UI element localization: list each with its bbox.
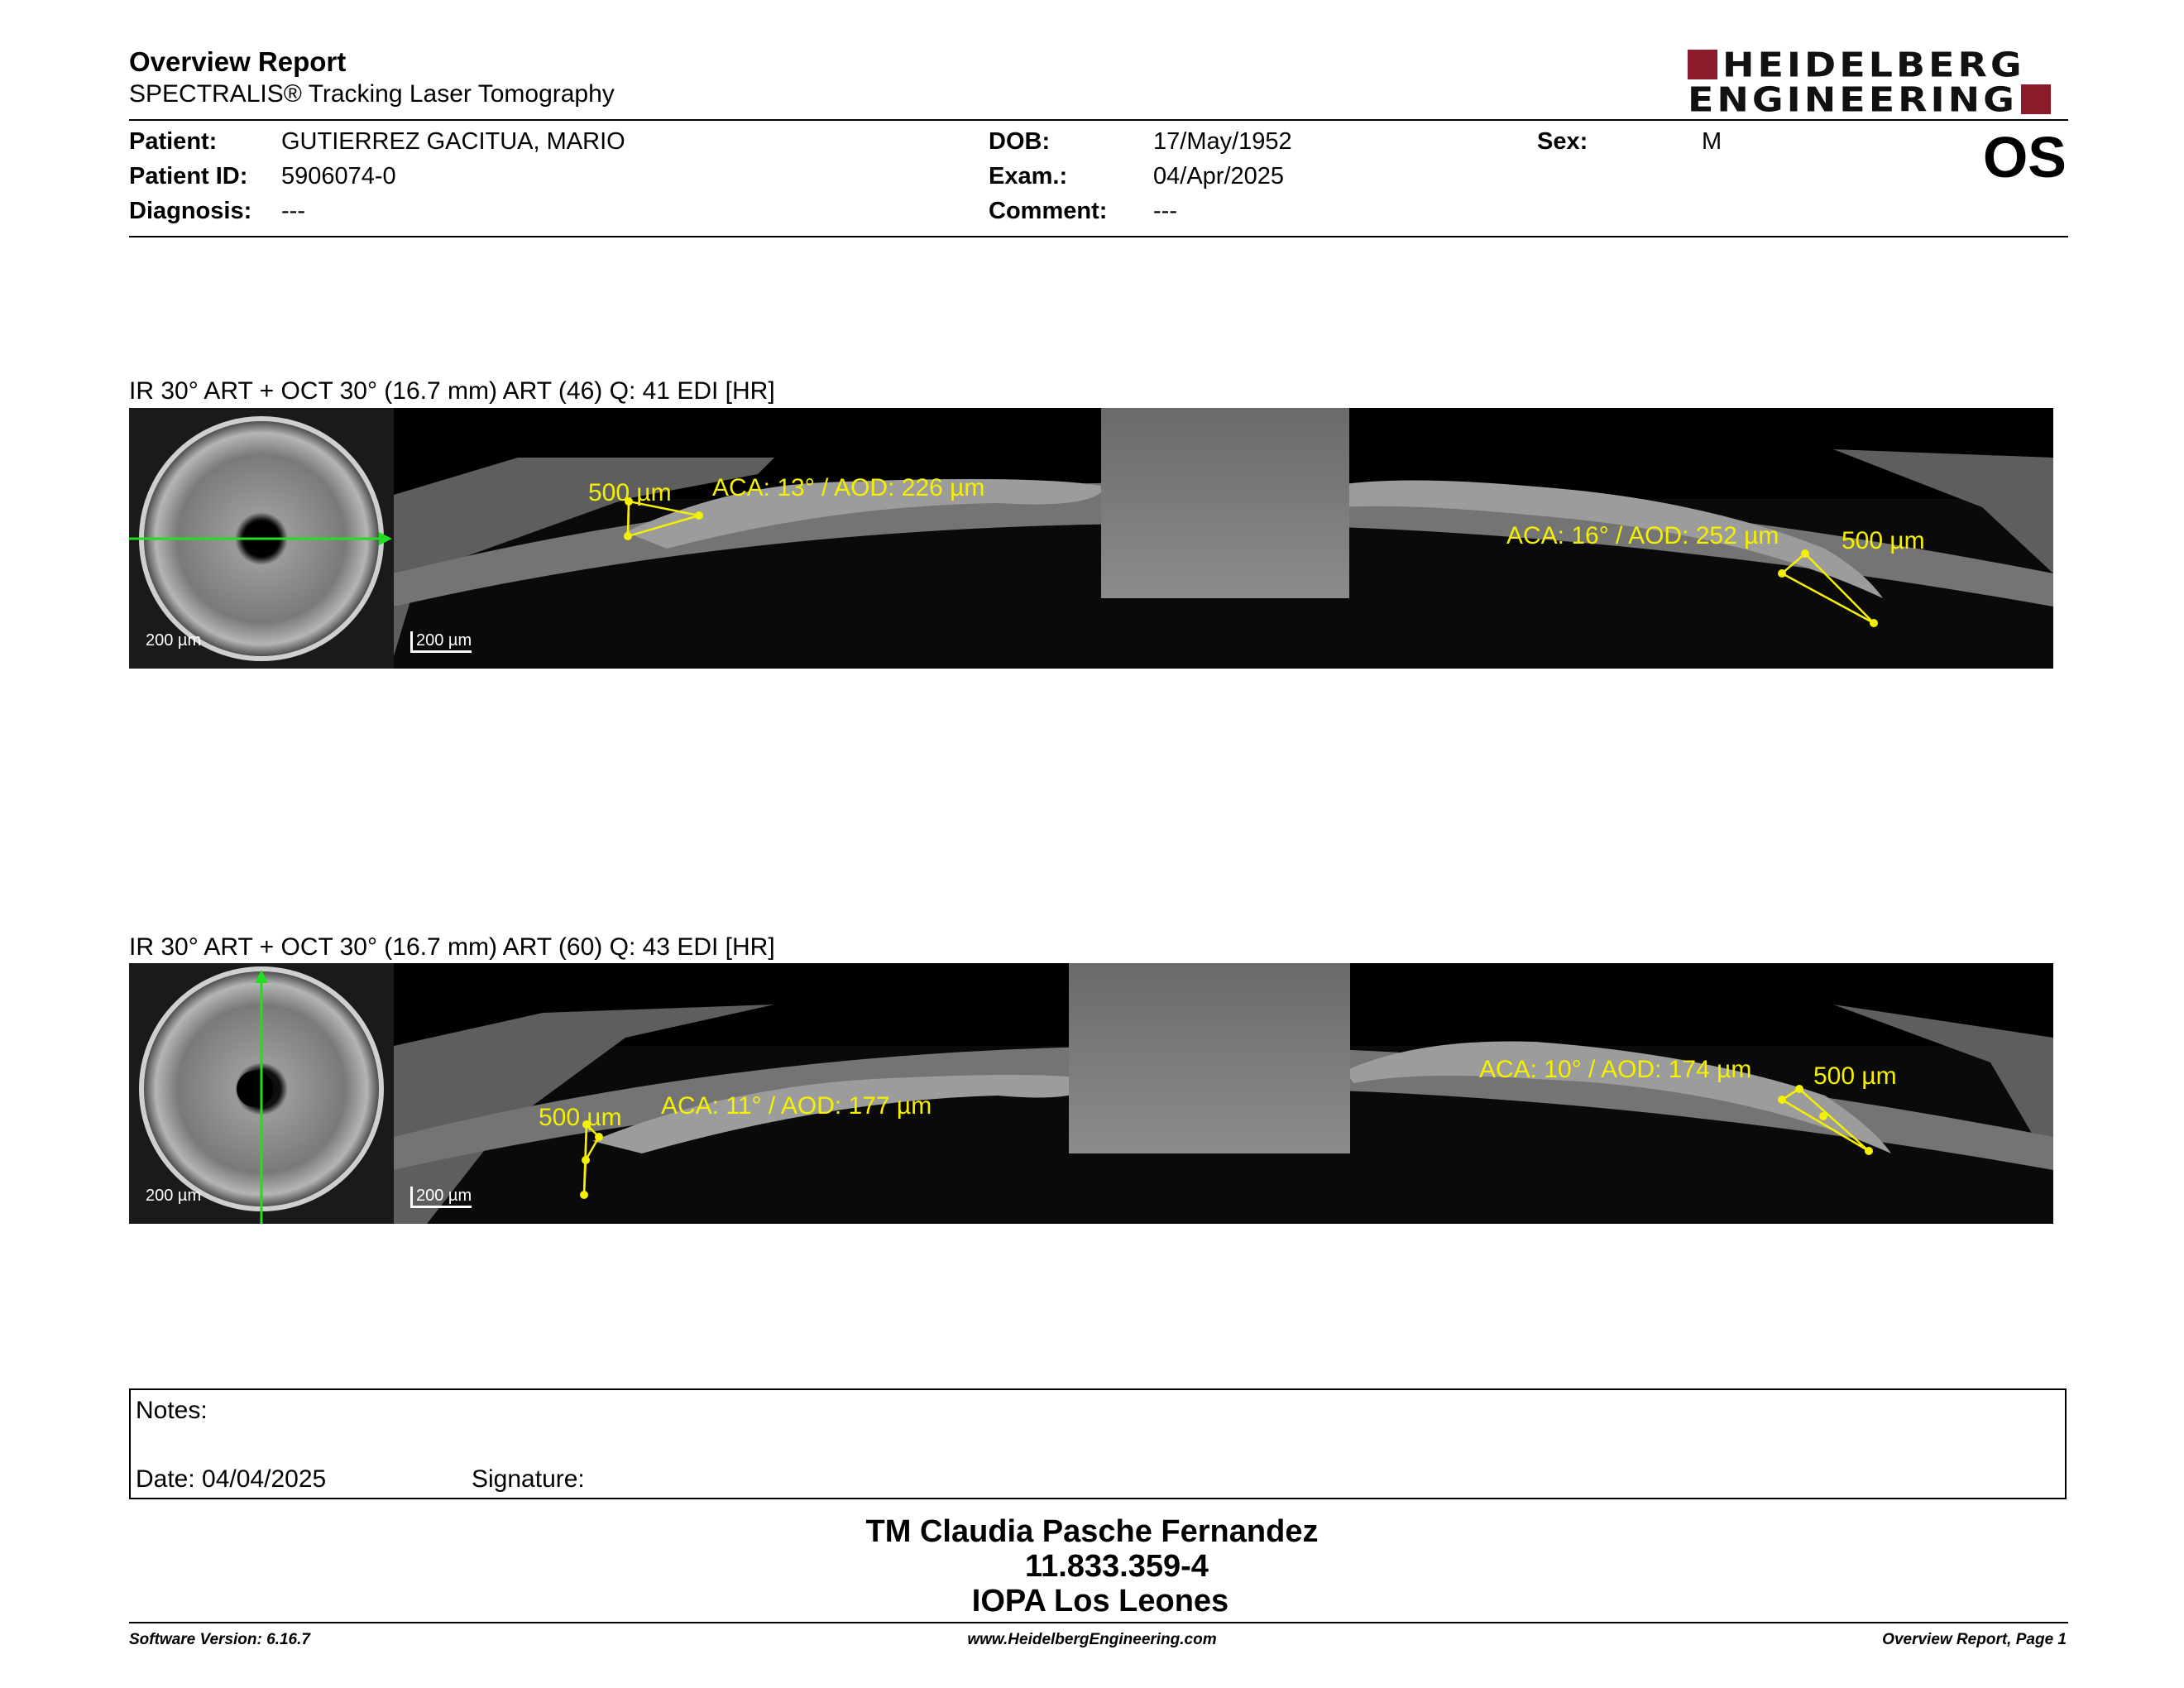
lens-region xyxy=(1069,963,1350,1153)
patient-divider xyxy=(129,236,2068,237)
dob-label: DOB: xyxy=(989,128,1051,155)
signer-name: TM Claudia Pasche Fernandez xyxy=(865,1514,1319,1549)
logo-square-icon xyxy=(2021,84,2051,114)
signer-institution: IOPA Los Leones xyxy=(971,1584,1229,1618)
notes-box[interactable] xyxy=(129,1388,2067,1499)
logo-line2: ENGINEERING xyxy=(1688,79,2018,120)
logo-line1: HEIDELBERG xyxy=(1722,44,2025,85)
report-title: Overview Report xyxy=(129,46,347,77)
right-ref-label: 500 µm xyxy=(1813,1062,1897,1090)
ir-scale-label: 200 µm xyxy=(146,631,202,650)
patient-name: GUTIERREZ GACITUA, MARIO xyxy=(281,128,625,155)
page-indicator: Overview Report, Page 1 xyxy=(1882,1631,2067,1648)
left-aca-label: ACA: 11° / AOD: 177 µm xyxy=(661,1092,932,1120)
notes-label: Notes: xyxy=(136,1397,208,1424)
diagnosis-value: --- xyxy=(281,198,305,224)
lens-region xyxy=(1101,408,1349,598)
eye-indicator: OS xyxy=(1982,125,2067,189)
header-divider xyxy=(129,119,2068,121)
dob-value: 17/May/1952 xyxy=(1153,128,1292,155)
left-ref-label: 500 µm xyxy=(588,479,672,506)
exam-value: 04/Apr/2025 xyxy=(1153,163,1285,189)
scan2-title: IR 30° ART + OCT 30° (16.7 mm) ART (60) Q: 43 EDI [HR] xyxy=(129,933,775,961)
oct-scale-label: 200 µm xyxy=(410,631,472,653)
pupil xyxy=(237,1071,273,1107)
sex-value: M xyxy=(1702,128,1722,155)
exam-label: Exam.: xyxy=(989,163,1068,189)
left-aca-label: ACA: 13° / AOD: 226 µm xyxy=(712,474,985,501)
patient-label: Patient: xyxy=(129,128,218,155)
signer-id: 11.833.359-4 xyxy=(1025,1549,1209,1584)
software-version: Software Version: 6.16.7 xyxy=(129,1631,310,1648)
right-aca-label: ACA: 10° / AOD: 174 µm xyxy=(1479,1056,1752,1083)
sex-label: Sex: xyxy=(1537,128,1588,155)
report-subtitle: SPECTRALIS® Tracking Laser Tomography xyxy=(129,80,615,108)
comment-label: Comment: xyxy=(989,198,1108,224)
ir-scale-label: 200 µm xyxy=(146,1187,202,1205)
oct-scale-label: 200 µm xyxy=(410,1187,472,1208)
scan2-panel xyxy=(129,963,2053,1224)
right-aca-label: ACA: 16° / AOD: 252 µm xyxy=(1506,522,1779,549)
scan1-title: IR 30° ART + OCT 30° (16.7 mm) ART (46) Q: 41 EDI [HR] xyxy=(129,377,775,405)
left-ref-label: 500 µm xyxy=(539,1104,622,1131)
logo-square-icon xyxy=(1688,50,1717,79)
diagnosis-label: Diagnosis: xyxy=(129,198,252,224)
patient-id-label: Patient ID: xyxy=(129,163,248,189)
website-link[interactable]: www.HeidelbergEngineering.com xyxy=(967,1631,1217,1648)
comment-value: --- xyxy=(1153,198,1177,224)
patient-id: 5906074-0 xyxy=(281,163,396,189)
scan1-panel xyxy=(129,408,2053,669)
date-label: Date: 04/04/2025 xyxy=(136,1465,327,1493)
signature-label: Signature: xyxy=(472,1465,585,1493)
footer-divider xyxy=(129,1622,2068,1623)
right-ref-label: 500 µm xyxy=(1842,527,1925,554)
